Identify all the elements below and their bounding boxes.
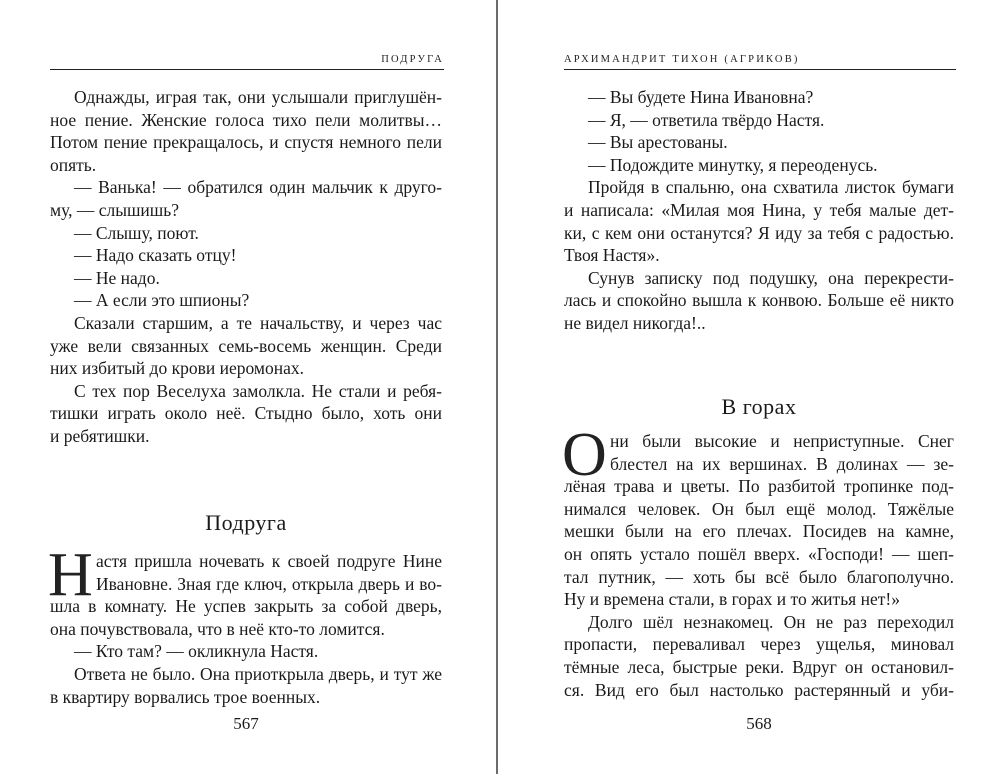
text-line: нимался человек. Он был ещё молод. Тяжёлые [564, 498, 954, 519]
text-line: и написала: «Милая моя Нина, у тебя малые дет- [564, 199, 954, 220]
text-line: тишки играть около неё. Стыдно было, хоть они [50, 403, 442, 424]
text-line: Сунув записку под подушку, она перекрести- [588, 267, 954, 288]
left-body-top [50, 86, 442, 448]
header-rule-right [564, 69, 956, 70]
header-rule-left [50, 69, 444, 70]
book-spine [496, 0, 498, 774]
page-number-right: 568 [746, 714, 772, 733]
text-line: Пройдя в спальню, она схватила листок бумаги [588, 177, 954, 198]
text-line: — Я, — ответила твёрдо Настя. [588, 109, 825, 130]
text-line: — Подождите минутку, я переоденусь. [588, 154, 878, 175]
text-line: Однажды, играя так, они услышали приглушён- [74, 87, 442, 107]
text-line: Ответа не было. Она приоткрыла дверь, и тут же [74, 663, 442, 684]
text-line: — Вы будете Нина Ивановна? [588, 87, 814, 107]
text-line: ное пение. Женские голоса тихо пели молитвы… [50, 109, 442, 130]
text-line: — Кто там? — окликнула Настя. [74, 641, 319, 662]
left-page [0, 0, 496, 774]
left-body-bottom [48, 541, 442, 708]
text-line: тёмные леса, быстрые реки. Вдруг он остановил- [564, 656, 954, 677]
section-title-podruga: Подруга [205, 510, 287, 535]
drop-cap: Н [48, 541, 93, 609]
text-line: — Слышу, поют. [74, 222, 199, 243]
text-line: она почувствовала, что в неё кто-то ломится. [50, 618, 385, 639]
text-line: уже вели связанных семь-восемь женщин. Среди [50, 335, 442, 356]
text-line: — Надо сказать отцу! [74, 245, 237, 266]
text-line: блестел на их вершинах. В долинах — зе- [610, 453, 954, 474]
text-line: — Не надо. [74, 267, 160, 288]
text-line: Ну и времена стали, в горах и то житья нет!» [564, 589, 900, 610]
text-line: Твоя Настя». [564, 245, 660, 266]
text-line: тал путник, — хоть бы всё было благополучно. [564, 566, 954, 587]
text-line: — Вы арестованы. [588, 132, 728, 153]
text-line: С тех пор Веселуха замолкла. Не стали и ребя- [74, 380, 442, 401]
right-body-top [564, 86, 954, 335]
text-line: Долго шёл незнакомец. Он не раз переходил [588, 611, 954, 632]
text-line: мешки были на его плечах. Посидев на камне, [564, 521, 954, 542]
text-line: лёная трава и цветы. По разбитой тропинке под- [564, 476, 954, 497]
text-line: — А если это шпионы? [74, 290, 250, 311]
text-line: них избитый до крови иеромонах. [50, 358, 304, 379]
right-body-bottom [562, 421, 954, 701]
right-page [500, 0, 1000, 774]
section-title-v-gorah: В горах [721, 394, 797, 419]
text-line: шла в комнату. Не успев закрыть за собой дверь, [50, 596, 442, 617]
page-number-left: 567 [233, 714, 259, 733]
text-line: он опять устало пошёл вверх. «Господи! — шеп- [564, 543, 954, 564]
text-line: не видел никогда!.. [564, 312, 706, 333]
text-line: Сказали старшим, а те начальству, и через час [74, 312, 442, 333]
text-line: Потом пение прекращалось, и спустя немного пели [50, 132, 442, 153]
text-line: лась и спокойно вышла к конвою. Больше её никто [564, 290, 954, 311]
text-line: пропасти, переваливал через ущелья, миновал [564, 634, 954, 655]
running-head-left: ПОДРУГА [381, 54, 444, 65]
text-line: — Ванька! — обратился один мальчик к друго- [74, 177, 442, 198]
text-line: ся. Вид его был настолько растерянный и уби- [564, 679, 954, 700]
text-line: ки, с кем они останутся? Я иду за тебя с радостью. [564, 222, 954, 243]
text-line: и ребятишки. [50, 425, 150, 446]
text-line: опять. [50, 154, 97, 175]
drop-cap: О [562, 421, 607, 489]
text-line: Ивановне. Зная где ключ, открыла дверь и во- [96, 573, 442, 594]
text-line: астя пришла ночевать к своей подруге Нине [96, 551, 442, 571]
running-head-right: АРХИМАНДРИТ ТИХОН (АГРИКОВ) [564, 54, 800, 65]
text-line: му, — слышишь? [50, 199, 180, 220]
text-line: ни были высокие и неприступные. Снег [610, 431, 954, 451]
text-line: в квартиру ворвались трое военных. [50, 686, 321, 707]
